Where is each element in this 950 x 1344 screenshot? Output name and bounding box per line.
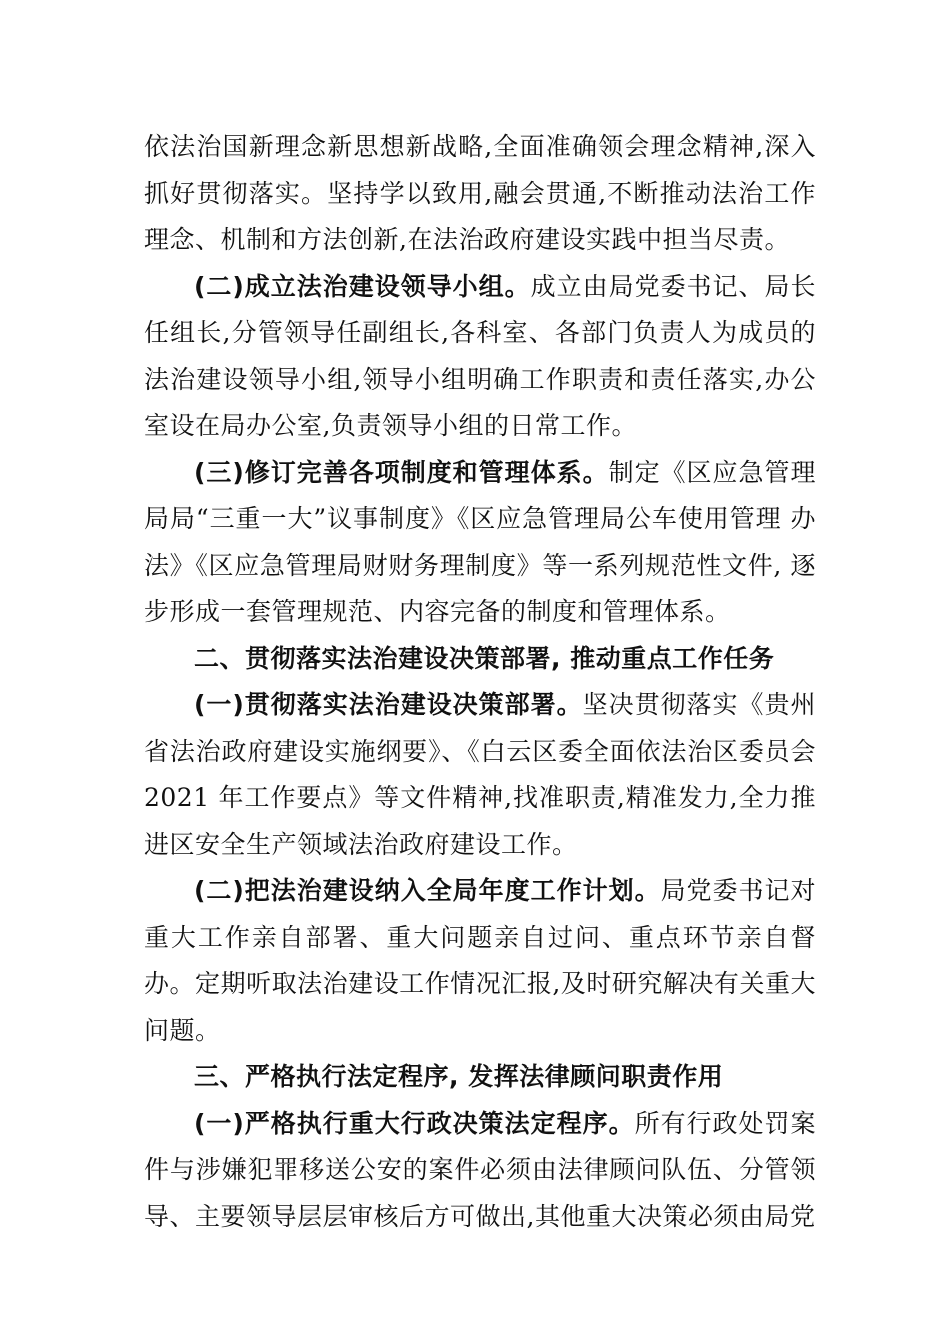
paragraph-lead: (二)成立法治建设领导小组。 [194,271,531,301]
paragraph-annual-plan [144,868,816,1054]
paragraph-revise-systems [144,450,816,636]
paragraph-lead: (一)贯彻落实法治建设决策部署。 [194,690,583,719]
paragraph-text: 所有行政处罚案件与涉嫌犯罪移送公安的案件必须由法律顾问队伍、分管领导、主要领导层层审核后方可做出,其他重大决策必须由局党 [144,1108,816,1231]
section-heading-two: 二、贯彻落实法治建设决策部署, 推动重点工作任务 [194,643,775,673]
paragraph-lead: (二)把法治建设纳入全局年度工作计划。 [194,876,661,905]
paragraph-text: 依法治国新理念新思想新战略,全面准确领会理念精神,深入 抓好贯彻落实。坚持学以致用,融会贯通,不断推动法治工作 理念、机制和方法创新,在法治政府建设实践中担当尽责。 [144,132,816,254]
paragraph-lead: (三)修订完善各项制度和管理体系。 [194,457,609,487]
paragraph-text: 制定《区应急管理 局局“三重一大”议事制度》《区应急管理局公车使用管理 办法》《区应急管理局财财务理制度》等一系列规范性文件, 逐步形成一套管理规范、内容完备的制度和管理体系。 [144,457,816,626]
paragraph-implement-decisions [144,682,816,868]
document-body [144,124,816,1240]
paragraph-lead: (一)严格执行重大行政决策法定程序。 [194,1108,635,1138]
paragraph-text: 局党委书记对重大工作亲自部署、重大问题亲自过问、重点环节亲自督办。定期听取法治建设工作情况汇报,及时研究解决有关重大问题。 [144,876,816,1045]
paragraph-continued [144,124,816,264]
section-heading-three: 三、严格执行法定程序, 发挥法律顾问职责作用 [194,1062,724,1091]
paragraph-text: 成立由局党委书记、局长 任组长,分管领导任副组长,各科室、各部门负责人为成员的 法治建设领导小组,领导小组明确工作职责和责任落实,办公 室设在局办公室,负责领导小组的日常工作。 [144,271,816,440]
paragraph-leadership-group [144,264,816,450]
paragraph-text: 坚决贯彻落实《贵州 省法治政府建设实施纲要》、《白云区委全面依法治区委员会 2021 年工作要点》等文件精神,找准职责,精准发力,全力推进区安全生产领域法治政府建设工作。 [144,690,816,859]
paragraph-legal-procedures [144,1101,816,1241]
